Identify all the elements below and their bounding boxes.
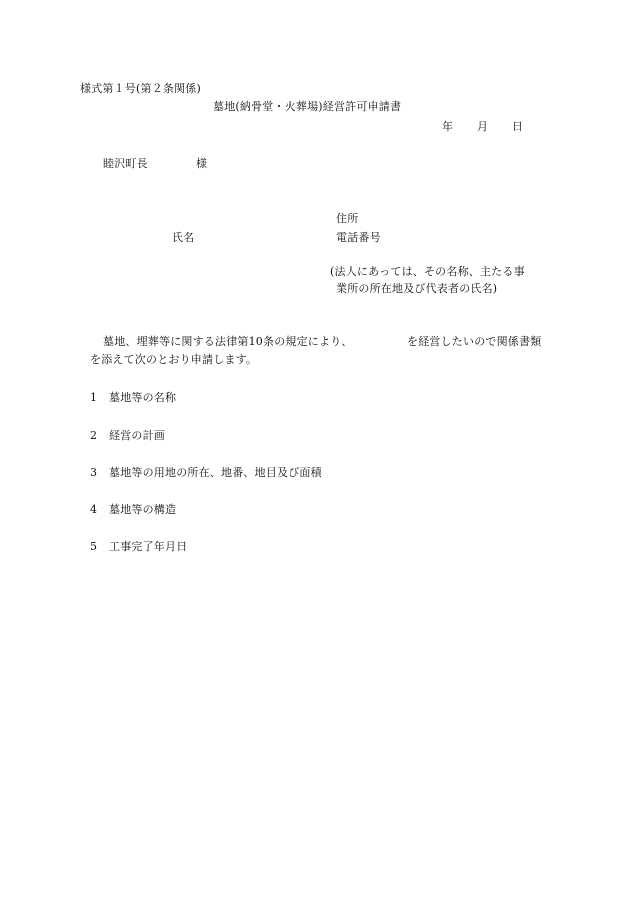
item-label: 墓地等の構造 <box>109 503 177 516</box>
form-number: 様式第１号(第２条関係) <box>80 82 201 95</box>
item-number: 3 <box>90 466 98 479</box>
item-number: 2 <box>90 429 98 442</box>
item-number: 5 <box>90 540 98 553</box>
item-label: 墓地等の用地の所在、地番、地目及び面積 <box>109 466 322 479</box>
date-day: 日 <box>512 120 524 133</box>
applicant-phone-label: 電話番号 <box>336 231 381 244</box>
date-month: 月 <box>477 120 489 133</box>
applicant-name-label: 氏名 <box>172 231 195 244</box>
addressee-honorific: 様 <box>196 157 208 170</box>
body-line1-part2: を経営したいので関係書類 <box>407 335 542 348</box>
item-number: 1 <box>90 391 98 404</box>
date-year: 年 <box>442 120 454 133</box>
applicant-address-label: 住所 <box>336 212 359 225</box>
body-line1-part1: 墓地、埋葬等に関する法律第10条の規定により、 <box>103 335 353 348</box>
form-title: 墓地(納骨堂・火葬場)経営許可申請書 <box>213 100 402 113</box>
item-label: 墓地等の名称 <box>109 391 177 404</box>
item-label: 経営の計画 <box>109 429 165 442</box>
body-line2: を添えて次のとおり申請します。 <box>90 353 258 366</box>
item-label: 工事完了年月日 <box>109 540 188 553</box>
item-number: 4 <box>90 503 98 516</box>
addressee-name: 睦沢町長 <box>103 157 148 170</box>
corporation-note-line1: (法人にあっては、その名称、主たる事 <box>330 265 525 278</box>
corporation-note-line2: 業所の所在地及び代表者の氏名) <box>336 282 498 295</box>
